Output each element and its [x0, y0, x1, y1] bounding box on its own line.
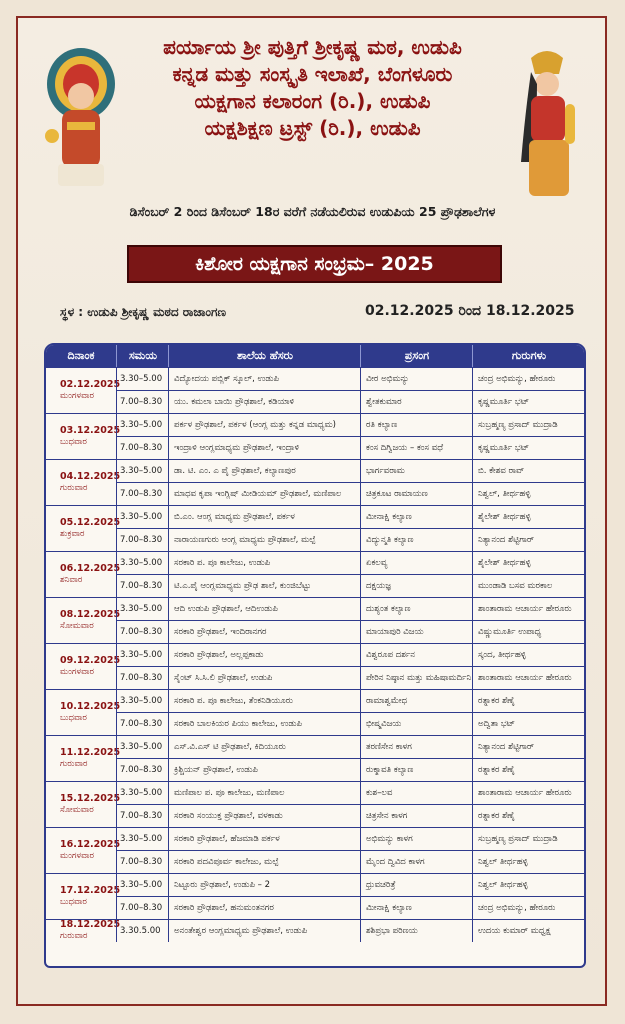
school-cell: ಡಾ. ಟಿ. ಎಂ. ಎ ಪೈ ಪ್ರೌಢಶಾಲೆ, ಕಲ್ಯಾಣಪುರ [168, 459, 360, 482]
guru-cell: ಮುಂಡಾಡಿ ಬಸವ ಮರಕಾಲ [472, 574, 584, 597]
title-line-4: ಯಕ್ಷಶಿಕ್ಷಣ ಟ್ರಸ್ಟ್ (ರಿ.), ಉಡುಪಿ [204, 116, 421, 140]
prasanga-cell: ರತಿ ಕಲ್ಯಾಣ [360, 413, 472, 436]
table-row [46, 919, 584, 942]
time-cell: 7.00–8.30 [116, 620, 168, 643]
schedule-table [44, 343, 586, 968]
table-row [46, 528, 584, 551]
prasanga-cell: ಮೀನಾಕ್ಷಿ ಕಲ್ಯಾಣ [360, 505, 472, 528]
prasanga-cell: ದುಶ್ಯಂತ ಕಲ್ಯಾಣ [360, 597, 472, 620]
date-value: 02.12.2025 [60, 378, 121, 390]
title-line-2: ಕನ್ನಡ ಮತ್ತು ಸಂಸ್ಕೃತಿ ಇಲಾಖೆ, ಬೆಂಗಳೂರು [172, 62, 453, 86]
weekday-value: ಗುರುವಾರ [60, 482, 88, 493]
date-value: 11.12.2025 [60, 746, 121, 758]
header-guru: ಗುರುಗಳು [472, 345, 585, 367]
guru-cell: ರತ್ನಾಕರ ಶೆಣೈ [472, 689, 584, 712]
table-row [46, 620, 584, 643]
prasanga-cell: ಏಕಲವ್ಯ [360, 551, 472, 574]
time-cell: 7.00–8.30 [116, 436, 168, 459]
table-row [46, 804, 584, 827]
school-cell: ಮಾಧವ ಕೃಪಾ ಇಂಗ್ಲಿಷ್ ಮೀಡಿಯಮ್ ಪ್ರೌಢಶಾಲೆ, ಮಣಿಪಾಲ [168, 482, 360, 505]
table-row [46, 758, 584, 781]
prasanga-cell: ರುಕ್ಮಾವತಿ ಕಲ್ಯಾಣ [360, 758, 472, 781]
date-value: 08.12.2025 [60, 608, 121, 620]
date-value: 09.12.2025 [60, 654, 121, 666]
table-row [46, 781, 584, 804]
prasanga-cell: ಕುಶ–ಲವ [360, 781, 472, 804]
prasanga-cell: ವೀರ ಅಭಿಮನ್ಯು [360, 367, 472, 390]
event-subtitle: ಡಿಸೆಂಬರ್ 2 ರಿಂದ ಡಿಸೆಂಬರ್ 18ರ ವರೆಗೆ ನಡೆಯಲಿರುವ ಉಡುಪಿಯ 25 ಪ್ರೌಢಶಾಲೆಗಳ [129, 204, 496, 219]
school-cell: ಸರಕಾರಿ ಪ. ಪೂ ಕಾಲೇಜು, ತೆಂಕನಿಡಿಯೂರು [168, 689, 360, 712]
time-cell: 3.30–5.00 [116, 873, 168, 896]
school-cell: ಸರಕಾರಿ ಬಾಲಕಿಯರ ಪಿಯು ಕಾಲೇಜು, ಉಡುಪಿ [168, 712, 360, 735]
table-row [46, 712, 584, 735]
table-row [46, 850, 584, 873]
prasanga-cell: ಶಶಿಪ್ರಭಾ ಪರಿಣಯ [360, 919, 472, 942]
header-date: ದಿನಾಂಕ [67, 349, 95, 362]
time-cell: 3.30–5.00 [116, 505, 168, 528]
yakshagana-performer-right-illustration [507, 44, 587, 204]
prasanga-cell: ರಾಮಾಶ್ವಮೇಧ [360, 689, 472, 712]
table-row [46, 827, 584, 850]
guru-cell: ಸ್ಕಂದ, ತೀರ್ಥಹಳ್ಳಿ [472, 643, 584, 666]
time-cell: 3.30–5.00 [116, 367, 168, 390]
guru-cell: ಅದ್ವಿತಾ ಭಟ್ [472, 712, 584, 735]
prasanga-cell: ಧ್ರುವಚರಿತ್ರೆ [360, 873, 472, 896]
table-row [46, 413, 584, 436]
prasanga-cell: ಅಭಿಮನ್ಯು ಕಾಳಗ [360, 827, 472, 850]
school-cell: ಕ್ರಿಶ್ಚಿಯನ್ ಪ್ರೌಢಶಾಲೆ, ಉಡುಪಿ [168, 758, 360, 781]
school-cell: ಎಸ್.ವಿ.ಎಸ್ ಟಿ ಪ್ರೌಢಶಾಲೆ, ಕಿದಿಯೂರು [168, 735, 360, 758]
guru-cell: ರತ್ನಾಕರ ಶೆಣೈ [472, 758, 584, 781]
time-cell: 7.00–8.30 [116, 666, 168, 689]
prasanga-cell: ಭಾರ್ಗವರಾಮ [360, 459, 472, 482]
school-cell: ವಿದ್ಯೋದಯ ಪಬ್ಲಿಕ್ ಸ್ಕೂಲ್, ಉಡುಪಿ [168, 367, 360, 390]
school-cell: ನಾರಾಯಣಗುರು ಆಂಗ್ಲ ಮಾಧ್ಯಮ ಪ್ರೌಢಶಾಲೆ, ಮಲ್ಪೆ [168, 528, 360, 551]
school-cell: ಸರಕಾರಿ ಪ. ಪೂ ಕಾಲೇಜು, ಉಡುಪಿ [168, 551, 360, 574]
time-cell: 3.30.5.00 [116, 919, 168, 942]
guru-cell: ಕೃಷ್ಣಮೂರ್ತಿ ಭಟ್ [472, 390, 584, 413]
header-prasanga: ಪ್ರಸಂಗ [360, 345, 473, 367]
school-cell: ಸರಕಾರಿ ಪ್ರೌಢಶಾಲೆ, ಹೆಜಮಾಡಿ ಪರ್ಕಳ [168, 827, 360, 850]
time-cell: 7.00–8.30 [116, 482, 168, 505]
weekday-value: ಶನಿವಾರ [60, 574, 83, 585]
weekday-value: ಮಂಗಳವಾರ [60, 666, 95, 677]
guru-cell: ಸುಬ್ರಹ್ಮಣ್ಯ ಪ್ರಸಾದ್ ಮುದ್ರಾಡಿ [472, 413, 584, 436]
guru-cell: ಶಾಂತಾರಾಮ ಆಚಾರ್ಯ ಹೇರೂರು [472, 781, 584, 804]
school-cell: ಇಂದ್ರಾಳಿ ಆಂಗ್ಲಮಾಧ್ಯಮ ಪ್ರೌಢಶಾಲೆ, ಇಂದ್ರಾಳಿ [168, 436, 360, 459]
prasanga-cell: ಭೀಷ್ಮವಿಜಯ [360, 712, 472, 735]
prasanga-cell: ಶ್ವೇತಕುಮಾರ [360, 390, 472, 413]
prasanga-cell: ದಕ್ಷಯಜ್ಞ [360, 574, 472, 597]
table-row [46, 896, 584, 919]
table-row [46, 367, 584, 390]
prasanga-cell: ತರಣಿಸೇನ ಕಾಳಗ [360, 735, 472, 758]
table-row [46, 459, 584, 482]
school-cell: ಸರಕಾರಿ ಪದವಿಪೂರ್ವ ಕಾಲೇಜು, ಮಲ್ಪೆ [168, 850, 360, 873]
school-cell: ಬಿ.ಎಂ. ಆಂಗ್ಲ ಮಾಧ್ಯಮ ಪ್ರೌಢಶಾಲೆ, ಪರ್ಕಳ [168, 505, 360, 528]
school-cell: ಟಿ.ಎ.ಪೈ ಆಂಗ್ಲಮಾಧ್ಯಮ ಪ್ರೌಢ ಶಾಲೆ, ಕುಂಜಿಬೆಟ್ಟು [168, 574, 360, 597]
table-row [46, 735, 584, 758]
prasanga-cell: ಕಂಸ ದಿಗ್ವಿಜಯ – ಕಂಸ ವಧೆ [360, 436, 472, 459]
date-value: 18.12.2025 [60, 919, 121, 930]
weekday-value: ಸೋಮವಾರ [60, 620, 94, 631]
event-banner: ಕಿಶೋರ ಯಕ್ಷಗಾನ ಸಂಭ್ರಮ– 2025 [127, 245, 502, 283]
time-cell: 7.00–8.30 [116, 390, 168, 413]
school-cell: ಮಣಿಪಾಲ ಪ. ಪೂ ಕಾಲೇಜು, ಮಣಿಪಾಲ [168, 781, 360, 804]
table-row [46, 390, 584, 413]
guru-cell: ನಿತ್ಯಾನಂದ ಶೆಟ್ಟಿಗಾರ್ [472, 735, 584, 758]
date-value: 10.12.2025 [60, 700, 121, 712]
weekday-value: ಶುಕ್ರವಾರ [60, 528, 85, 539]
prasanga-cell: ಚಿತ್ರಸೇನ ಕಾಳಗ [360, 804, 472, 827]
school-cell: ಸರಕಾರಿ ಪ್ರೌಢಶಾಲೆ, ಹನುಮಂತನಗರ [168, 896, 360, 919]
table-row [46, 436, 584, 459]
weekday-value: ಬುಧವಾರ [60, 896, 87, 907]
table-row [46, 597, 584, 620]
time-cell: 3.30–5.00 [116, 459, 168, 482]
title-line-3: ಯಕ್ಷಗಾನ ಕಲಾರಂಗ (ರಿ.), ಉಡುಪಿ [194, 89, 431, 113]
guru-cell: ಶಾಂತಾರಾಮ ಆಚಾರ್ಯ ಹೇರೂರು [472, 666, 584, 689]
weekday-value: ಸೋಮವಾರ [60, 804, 94, 815]
header-time: ಸಮಯ [116, 345, 169, 367]
date-value: 04.12.2025 [60, 470, 121, 482]
school-cell: ಯು. ಕಮಲಾ ಬಾಯಿ ಪ್ರೌಢಶಾಲೆ, ಕಡಿಯಾಳಿ [168, 390, 360, 413]
weekday-value: ಮಂಗಳವಾರ [60, 390, 95, 401]
guru-cell: ಕೃಷ್ಣಮೂರ್ತಿ ಭಟ್ [472, 436, 584, 459]
time-cell: 7.00–8.30 [116, 574, 168, 597]
time-cell: 7.00–8.30 [116, 712, 168, 735]
header-school: ಶಾಲೆಯ ಹೆಸರು [168, 345, 361, 367]
table-row [46, 666, 584, 689]
table-header [46, 345, 584, 367]
date-value: 15.12.2025 [60, 792, 121, 804]
table-row [46, 482, 584, 505]
guru-cell: ರತ್ನಾಕರ ಶೆಣೈ [472, 804, 584, 827]
prasanga-cell: ಮೀನಾಕ್ಷಿ ಕಲ್ಯಾಣ [360, 896, 472, 919]
guru-cell: ಶೈಲೇಶ್ ತೀರ್ಥಹಳ್ಳಿ [472, 505, 584, 528]
school-cell: ಆದಿ ಉಡುಪಿ ಪ್ರೌಢಶಾಲೆ, ಆದಿಉಡುಪಿ [168, 597, 360, 620]
title-line-1: ಪರ್ಯಾಯ ಶ್ರೀ ಪುತ್ತಿಗೆ ಶ್ರೀಕೃಷ್ಣ ಮಠ, ಉಡುಪಿ [163, 35, 462, 59]
guru-cell: ನಿಶ್ವಲ್, ತೀರ್ಥಹಳ್ಳಿ [472, 482, 584, 505]
table-row [46, 505, 584, 528]
prasanga-cell: ಮೈಂದ ದ್ವಿವಿದ ಕಾಳಗ [360, 850, 472, 873]
guru-cell: ನಿಶ್ವಲ್ ತೀರ್ಥಹಳ್ಳಿ [472, 850, 584, 873]
time-cell: 3.30–5.00 [116, 551, 168, 574]
weekday-value: ಬುಧವಾರ [60, 436, 87, 447]
time-cell: 3.30–5.00 [116, 689, 168, 712]
time-cell: 7.00–8.30 [116, 896, 168, 919]
school-cell: ಅನಂತೇಶ್ವರ ಆಂಗ್ಲಮಾಧ್ಯಮ ಪ್ರೌಢಶಾಲೆ, ಉಡುಪಿ [168, 919, 360, 942]
time-cell: 3.30–5.00 [116, 597, 168, 620]
time-cell: 3.30–5.00 [116, 781, 168, 804]
table-row [46, 574, 584, 597]
table-row [46, 689, 584, 712]
time-cell: 7.00–8.30 [116, 804, 168, 827]
guru-cell: ವಿಷ್ಣುಮೂರ್ತಿ ಉಪಾಧ್ಯ [472, 620, 584, 643]
guru-cell: ಉದಯ ಕುಮಾರ್ ಮಧ್ವಕ್ಷ [472, 919, 584, 942]
weekday-value: ಗುರುವಾರ [60, 931, 88, 941]
prasanga-cell: ಪೇರಿನ ನಿಷ್ಠಾನ ಮತ್ತು ಮಹಿಷಾಮರ್ದಿನಿ [360, 666, 472, 689]
guru-cell: ಚಂದ್ರ ಅಭಿಮನ್ಯು, ಹೇರೂರು [472, 896, 584, 919]
date-range: 02.12.2025 ರಿಂದ 18.12.2025 [365, 303, 575, 319]
guru-cell: ನಿತ್ಯಾನಂದ ಶೆಟ್ಟಿಗಾರ್ [472, 528, 584, 551]
table-row [46, 643, 584, 666]
weekday-value: ಮಂಗಳವಾರ [60, 850, 95, 861]
table-row [46, 873, 584, 896]
prasanga-cell: ವಿಶ್ವರೂಪ ದರ್ಶನ [360, 643, 472, 666]
time-cell: 3.30–5.00 [116, 735, 168, 758]
time-cell: 3.30–5.00 [116, 643, 168, 666]
date-value: 06.12.2025 [60, 562, 121, 574]
venue-text: ಸ್ಥಳ : ಉಡುಪಿ ಶ್ರೀಕೃಷ್ಣ ಮಠದ ರಾಜಾಂಗಣ [60, 305, 226, 319]
guru-cell: ನಿಶ್ವಲ್ ತೀರ್ಥಹಳ್ಳಿ [472, 873, 584, 896]
guru-cell: ಶೈಲೇಶ್ ತೀರ್ಥಹಳ್ಳಿ [472, 551, 584, 574]
school-cell: ಸೈಂಟ್ ಸಿ.ಸಿ.ಲಿ ಪ್ರೌಢಶಾಲೆ, ಉಡುಪಿ [168, 666, 360, 689]
date-value: 17.12.2025 [60, 884, 121, 896]
school-cell: ಪರ್ಕಳ ಪ್ರೌಢಶಾಲೆ, ಪರ್ಕಳ (ಆಂಗ್ಲ ಮತ್ತು ಕನ್ನಡ ಮಾಧ್ಯಮ) [168, 413, 360, 436]
weekday-value: ಗುರುವಾರ [60, 758, 88, 769]
prasanga-cell: ಮಾಯಾಪುರಿ ವಿಜಯ [360, 620, 472, 643]
guru-cell: ಶಾಂತಾರಾಮ ಆಚಾರ್ಯ ಹೇರೂರು [472, 597, 584, 620]
table-row [46, 551, 584, 574]
time-cell: 7.00–8.30 [116, 528, 168, 551]
guru-cell: ಸುಬ್ರಹ್ಮಣ್ಯ ಪ್ರಸಾದ್ ಮುದ್ರಾಡಿ [472, 827, 584, 850]
time-cell: 7.00–8.30 [116, 758, 168, 781]
time-cell: 3.30–5.00 [116, 827, 168, 850]
prasanga-cell: ಚಿತ್ರಕೂಟ ರಾಮಾಯಣ [360, 482, 472, 505]
guru-cell: ಚಂದ್ರ ಅಭಿಮನ್ಯು, ಹೇರೂರು [472, 367, 584, 390]
weekday-value: ಬುಧವಾರ [60, 712, 87, 723]
time-cell: 7.00–8.30 [116, 850, 168, 873]
date-value: 16.12.2025 [60, 838, 121, 850]
date-value: 03.12.2025 [60, 424, 121, 436]
date-value: 05.12.2025 [60, 516, 121, 528]
school-cell: ಸರಕಾರಿ ಸಂಯುಕ್ತ ಪ್ರೌಢಶಾಲೆ, ವಳಕಾಡು [168, 804, 360, 827]
school-cell: ಸರಕಾರಿ ಪ್ರೌಢಶಾಲೆ, ಇಂದಿರಾನಗರ [168, 620, 360, 643]
prasanga-cell: ವಿದ್ಯುನ್ಮತಿ ಕಲ್ಯಾಣ [360, 528, 472, 551]
time-cell: 3.30–5.00 [116, 413, 168, 436]
guru-cell: ಬಿ. ಕೇಶವ ರಾವ್ [472, 459, 584, 482]
organizers-title [110, 34, 515, 142]
school-cell: ನಿಟ್ಟೂರು ಪ್ರೌಢಶಾಲೆ, ಉಡುಪಿ – 2 [168, 873, 360, 896]
school-cell: ಸರಕಾರಿ ಪ್ರೌಢಶಾಲೆ, ಅಲ್ಲಪ್ಪಕಾಡು [168, 643, 360, 666]
